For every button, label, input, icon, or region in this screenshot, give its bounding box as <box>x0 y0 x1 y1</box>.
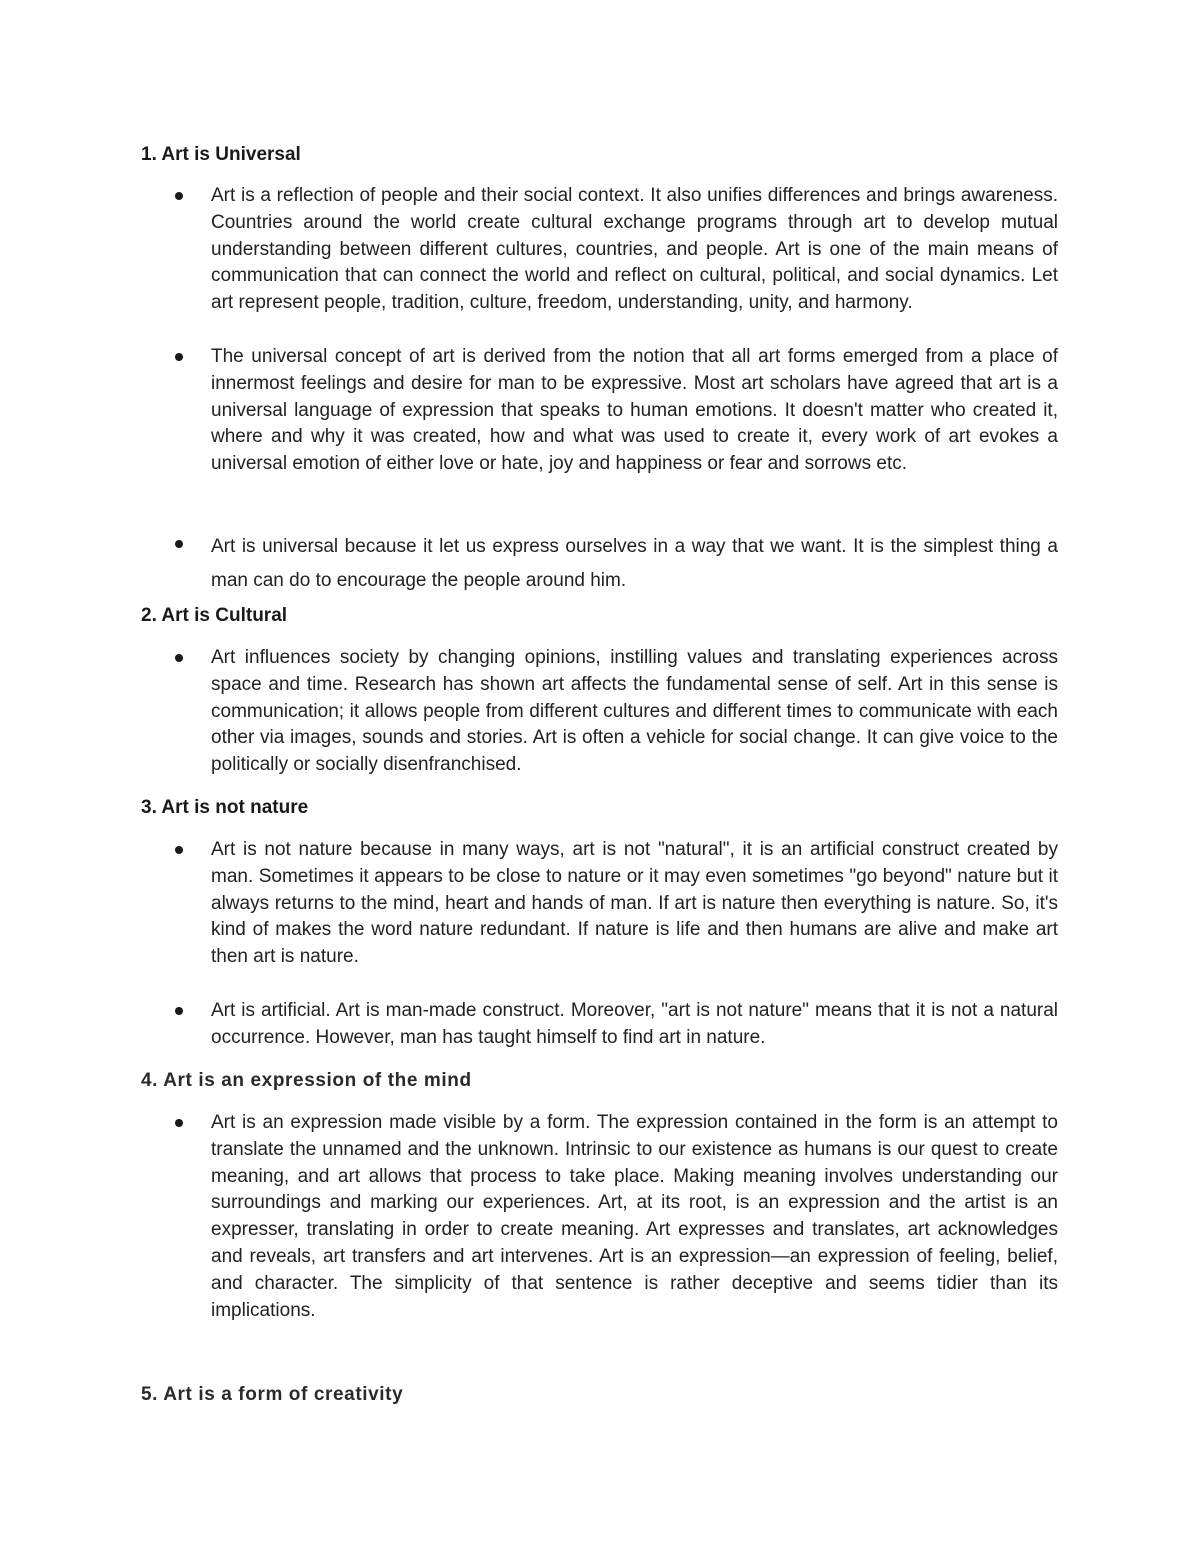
bullet-icon <box>175 654 183 662</box>
section-heading-2: 2. Art is Cultural <box>141 605 288 626</box>
section-3-bullet-1: Art is not nature because in many ways, art is not "natural", it is an artificial construct created by man. Sometimes it appears to be close to nature or it may even sometimes "go beyond" nature but it always returns to the mind, heart and hands of man. If art is nature then everything is nature. So, it's kind of makes the word nature redundant. If nature is life and then humans are alive and make art then art is nature. <box>211 839 1058 968</box>
section-4-bullet-1: Art is an expression made visible by a form. The expression contained in the form is an attempt to translate the unnamed and the unknown. Intrinsic to our existence as humans is our quest to create meaning, and art allows that process to take place. Making meaning involves understanding our surroundings and marking our experiences. Art, at its root, is an expression and the artist is an expresser, translating in order to create meaning. Art expresses and translates, art acknowledges and reveals, art transfers and art intervenes. Art is an expression—an expression of feeling, belief, and character. The simplicity of that sentence is rather deceptive and seems tidier than its implications. <box>211 1112 1058 1321</box>
bullet-icon <box>175 540 183 548</box>
bullet-icon <box>175 846 183 854</box>
bullet-icon <box>175 192 183 200</box>
section-heading-4: 4. Art is an expression of the mind <box>141 1070 472 1091</box>
section-1-bullet-3: Art is universal because it let us express ourselves in a way that we want. It is the simplest thing a man can do to encourage the people around him. <box>211 536 1058 591</box>
bullet-icon <box>175 1119 183 1127</box>
section-3-bullet-2: Art is artificial. Art is man-made construct. Moreover, "art is not nature" means that it is not a natural occurrence. However, man has taught himself to find art in nature. <box>211 1000 1058 1048</box>
bullet-icon <box>175 1007 183 1015</box>
section-heading-1: 1. Art is Universal <box>141 144 301 165</box>
section-heading-5: 5. Art is a form of creativity <box>141 1384 404 1405</box>
bullet-icon <box>175 353 183 361</box>
section-2-bullet-1: Art influences society by changing opinions, instilling values and translating experiences across space and time. Research has shown art affects the fundamental sense of self. Art in this sense is communication; it allows people from different cultures and different times to communicate with each other via images, sounds and stories. Art is often a vehicle for social change. It can give voice to the politically or socially disenfranchised. <box>211 647 1058 776</box>
section-1-bullet-2: The universal concept of art is derived from the notion that all art forms emerged from a place of innermost feelings and desire for man to be expressive. Most art scholars have agreed that art is a universal language of expression that speaks to human emotions. It doesn't matter who created it, where and why it was created, how and what was used to create it, every work of art evokes a universal emotion of either love or hate, joy and happiness or fear and sorrows etc. <box>211 346 1058 475</box>
section-heading-3: 3. Art is not nature <box>141 797 309 818</box>
section-1-bullet-1: Art is a reflection of people and their social context. It also unifies differences and brings awareness. Countries around the world create cultural exchange programs through art to develop mutual understanding between different cultures, countries, and people. Art is one of the main means of communication that can connect the world and reflect on cultural, political, and social dynamics. Let art represent people, tradition, culture, freedom, understanding, unity, and harmony. <box>211 185 1058 314</box>
